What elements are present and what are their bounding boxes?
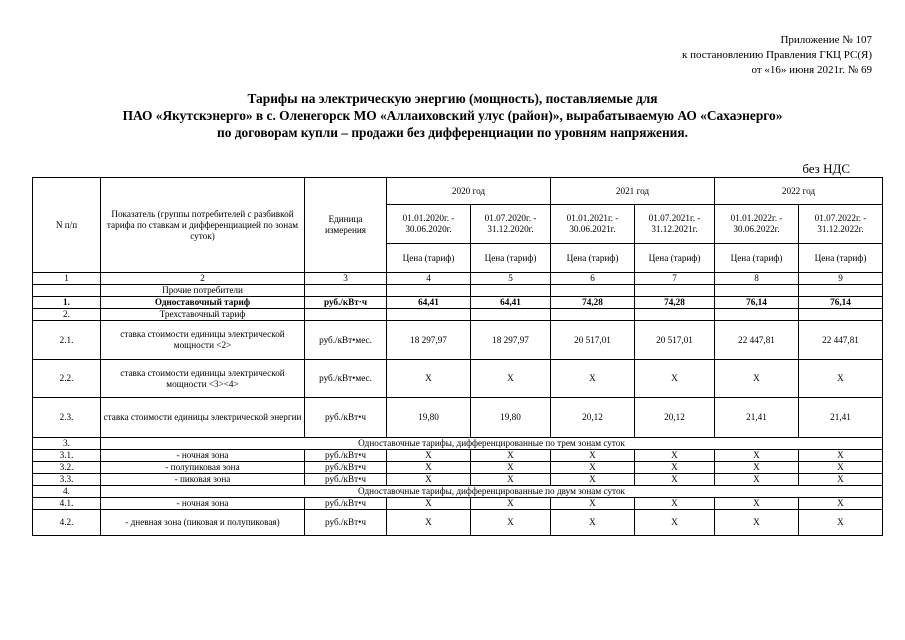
row-value: 64,41 <box>471 297 551 309</box>
row-value: X <box>551 360 635 398</box>
row-unit: руб./кВт•ч <box>305 398 387 438</box>
row-label: Трехставочный тариф <box>101 309 305 321</box>
table-row-4 <box>33 486 883 498</box>
row-value: X <box>635 360 715 398</box>
appendix-line-3: от «16» июня 2021г. № 69 <box>751 64 872 76</box>
header-year-2020: 2020 год <box>387 178 551 205</box>
row-unit: руб./кВт•ч <box>305 510 387 536</box>
col-number: 9 <box>799 273 883 285</box>
header-price: Цена (тариф) <box>799 244 883 273</box>
row-value: X <box>799 360 883 398</box>
row-value: 20,12 <box>551 398 635 438</box>
row-value: 21,41 <box>715 398 799 438</box>
table-row-2-1 <box>33 321 883 360</box>
row-num: 2.3. <box>33 398 101 438</box>
row-label: Прочие потребители <box>101 285 305 297</box>
row-value: X <box>387 462 471 474</box>
row-value: X <box>715 450 799 462</box>
row-label: - ночная зона <box>101 450 305 462</box>
col-number: 6 <box>551 273 635 285</box>
row-value: X <box>715 510 799 536</box>
row-num: 3. <box>33 438 101 450</box>
row-value: X <box>387 510 471 536</box>
row-value: 21,41 <box>799 398 883 438</box>
row-value: X <box>635 450 715 462</box>
tariff-table <box>32 177 883 536</box>
table-row-3-3 <box>33 474 883 486</box>
table-row-4-2 <box>33 510 883 536</box>
row-value: X <box>635 498 715 510</box>
document-title <box>0 90 905 141</box>
table-row-3 <box>33 438 883 450</box>
header-row-col-numbers <box>33 273 883 285</box>
row-unit: руб./кВт•ч <box>305 450 387 462</box>
row-value: 18 297,97 <box>471 321 551 360</box>
row-value: X <box>715 498 799 510</box>
table-row-3-1 <box>33 450 883 462</box>
table-row-1 <box>33 297 883 309</box>
row-value: X <box>551 450 635 462</box>
row-value: X <box>551 474 635 486</box>
row-value: X <box>715 360 799 398</box>
table-row-2-2 <box>33 360 883 398</box>
row-label: ставка стоимости единицы электрической мощности <3><4> <box>101 360 305 398</box>
row-label: ставка стоимости единицы электрической мощности <2> <box>101 321 305 360</box>
vat-note: без НДС <box>802 161 850 176</box>
row-value: X <box>715 462 799 474</box>
row-value: X <box>799 498 883 510</box>
row-value: 76,14 <box>715 297 799 309</box>
header-price: Цена (тариф) <box>635 244 715 273</box>
header-price: Цена (тариф) <box>551 244 635 273</box>
table-row-other-consumers <box>33 285 883 297</box>
row-num: 2.1. <box>33 321 101 360</box>
row-value: 76,14 <box>799 297 883 309</box>
row-unit: руб./кВт•мес. <box>305 360 387 398</box>
table-row-3-2 <box>33 462 883 474</box>
col-number: 4 <box>387 273 471 285</box>
row-num: 3.1. <box>33 450 101 462</box>
appendix-line-2: к постановлению Правления ГКЦ РС(Я) <box>682 49 872 61</box>
row-num: 2. <box>33 309 101 321</box>
row-value: X <box>551 498 635 510</box>
col-number: 2 <box>101 273 305 285</box>
row-value: 19,80 <box>387 398 471 438</box>
row-num: 3.3. <box>33 474 101 486</box>
header-unit: Единица измерения <box>305 178 387 273</box>
header-year-2021: 2021 год <box>551 178 715 205</box>
table-row-2-3 <box>33 398 883 438</box>
header-period: 01.01.2022г. - 30.06.2022г. <box>715 205 799 244</box>
col-number: 3 <box>305 273 387 285</box>
row-value: X <box>387 360 471 398</box>
header-price: Цена (тариф) <box>471 244 551 273</box>
row-label: Одноставочный тариф <box>101 297 305 309</box>
row-value: X <box>471 462 551 474</box>
header-row-years <box>33 178 883 205</box>
row-value: 20 517,01 <box>635 321 715 360</box>
title-line-1: Тарифы на электрическую энергию (мощность), поставляемые для <box>247 91 658 106</box>
table-row-2 <box>33 309 883 321</box>
row-value: 64,41 <box>387 297 471 309</box>
row-label: - ночная зона <box>101 498 305 510</box>
row-value: X <box>387 450 471 462</box>
row-value: 22 447,81 <box>799 321 883 360</box>
row-value: 20 517,01 <box>551 321 635 360</box>
row-num: 2.2. <box>33 360 101 398</box>
row-num: 3.2. <box>33 462 101 474</box>
header-price: Цена (тариф) <box>715 244 799 273</box>
row-value: X <box>715 474 799 486</box>
row-label: ставка стоимости единицы электрической энергии <box>101 398 305 438</box>
header-period: 01.01.2020г. - 30.06.2020г. <box>387 205 471 244</box>
row-value: 18 297,97 <box>387 321 471 360</box>
row-value: X <box>799 474 883 486</box>
row-num: 4.1. <box>33 498 101 510</box>
row-value: X <box>471 450 551 462</box>
header-price: Цена (тариф) <box>387 244 471 273</box>
title-line-2: ПАО «Якутскэнерго» в с. Оленегорск МО «Аллаиховский улус (район)», вырабатываемую АО «Сахаэнерго» <box>122 108 783 123</box>
row-value: X <box>387 474 471 486</box>
row-value: X <box>471 498 551 510</box>
row-value: X <box>471 360 551 398</box>
row-label: - пиковая зона <box>101 474 305 486</box>
header-period: 01.07.2022г. - 31.12.2022г. <box>799 205 883 244</box>
row-value: 74,28 <box>635 297 715 309</box>
row-value: X <box>387 498 471 510</box>
col-number: 1 <box>33 273 101 285</box>
title-line-3: по договорам купли – продажи без дифференциации по уровням напряжения. <box>217 125 688 140</box>
row-unit: руб./кВт•мес. <box>305 321 387 360</box>
header-num: N п/п <box>33 178 101 273</box>
table-row-4-1 <box>33 498 883 510</box>
header-period: 01.07.2020г. - 31.12.2020г. <box>471 205 551 244</box>
row-value: X <box>635 510 715 536</box>
row-label: Одноставочные тарифы, дифференцированные по трем зонам суток <box>101 438 883 450</box>
row-num: 4. <box>33 486 101 498</box>
row-value: 22 447,81 <box>715 321 799 360</box>
row-unit: руб./кВт•ч <box>305 462 387 474</box>
row-value: 19,80 <box>471 398 551 438</box>
row-value: X <box>471 510 551 536</box>
row-value: X <box>799 510 883 536</box>
row-unit: руб./кВт·ч <box>305 297 387 309</box>
row-label: Одноставочные тарифы, дифференцированные по двум зонам суток <box>101 486 883 498</box>
row-value: X <box>471 474 551 486</box>
row-value: X <box>635 462 715 474</box>
row-value: 74,28 <box>551 297 635 309</box>
row-label: - полупиковая зона <box>101 462 305 474</box>
row-value: X <box>551 510 635 536</box>
col-number: 7 <box>635 273 715 285</box>
row-value: X <box>799 462 883 474</box>
appendix-block <box>682 33 872 78</box>
row-unit: руб./кВт•ч <box>305 498 387 510</box>
header-period: 01.07.2021г. - 31.12.2021г. <box>635 205 715 244</box>
row-label: - дневная зона (пиковая и полупиковая) <box>101 510 305 536</box>
row-num: 1. <box>33 297 101 309</box>
row-value: X <box>551 462 635 474</box>
row-unit: руб./кВт•ч <box>305 474 387 486</box>
row-value: X <box>635 474 715 486</box>
row-value: X <box>799 450 883 462</box>
header-period: 01.01.2021г. - 30.06.2021г. <box>551 205 635 244</box>
appendix-line-1: Приложение № 107 <box>780 34 872 46</box>
col-number: 8 <box>715 273 799 285</box>
row-num: 4.2. <box>33 510 101 536</box>
col-number: 5 <box>471 273 551 285</box>
row-value: 20,12 <box>635 398 715 438</box>
header-year-2022: 2022 год <box>715 178 883 205</box>
header-indicator: Показатель (группы потребителей с разбивкой тарифа по ставкам и дифференциацией по зонам суток) <box>101 178 305 273</box>
